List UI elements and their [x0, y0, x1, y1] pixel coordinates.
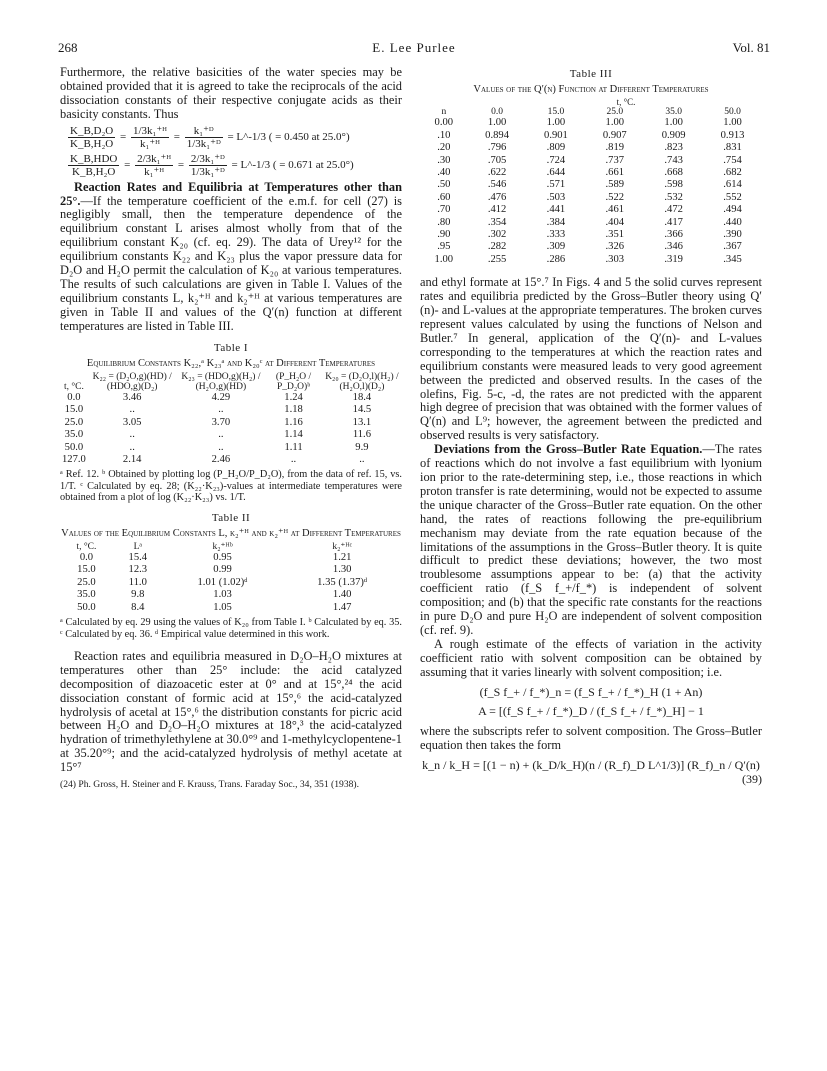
equation-a-definition: A = [(f_S f_+ / f_*)_D / (f_S f_+ / f_*)_H] − 1 — [478, 704, 704, 719]
paragraph: where the subscripts refer to solvent composition. The Gross–Butler equation then takes the form — [420, 724, 762, 753]
volume-number: Vol. 81 — [732, 40, 770, 55]
paragraph: Furthermore, the relative basicities of the water species may be obtained provided that it is agreed to take the reciprocals of the acid dissociation constants of their respective conjugate acids as their basicity constants. Thus — [60, 65, 402, 121]
table-row: .70 .412 .441 .461 .472 .494 — [437, 204, 742, 216]
paragraph: A rough estimate of the effects of variation in the activity coefficient ratio with solvent composition can be obtained by assuming that it varies linearly with solvent composition; i.e. — [420, 636, 762, 679]
table-label: Table I — [213, 341, 249, 354]
table-row: 0.0 15.4 0.95 1.21 — [79, 552, 352, 564]
section-heading: Reaction Rates and Equilibria at Temperatures other than 25°. — [60, 179, 402, 208]
table-row: 0.00 1.00 1.00 1.00 1.00 1.00 — [434, 117, 742, 129]
table-row: 1.00 .255 .286 .303 .319 .345 — [434, 253, 742, 265]
reference-footnote: (24) Ph. Gross, H. Steiner and F. Krauss, Trans. Faraday Soc., 34, 351 (1938). — [60, 779, 360, 791]
paragraph: Reaction Rates and Equilibria at Temperatures other than 25°.—If the temperature coefficient of the e.m.f. for cell (27) is negligibly small, then the temperature dependence of the equilibrium constant L arises almost wholly from that of the equilibrium constant K₂₀ (cf. eq. 29). The data of Urey¹² for the equilibrium constants K₂₂ and K₂₃ plus the vapor pressure data for D₂O and H₂O permit the calculation of K₂₀ at various temperatures. The results of such calculations are given in Table I. Values of the equilibrium constants L, k₂⁺ᴴ and k₂⁺ᴴ at various temperatures are given in Table II and values of the Q′(n) function at different temperatures are listed in Table III. — [60, 179, 402, 333]
equation-d2o-basicity: $\frac{\text{K\_B,D₂O}}{\text{K\_B,H₂O}}$ = $\frac{\text{1/3k₁⁺ᴴ}}{\text{k₁⁺ᴴ}}$ = $\frac{\text{k₁⁺ᴰ}}{\text{1/3k₁⁺ᴰ}}$ = L^-1/3 ( = 0.450 at 25.0°) — [70, 124, 350, 150]
equation-activity-ratio: (f_S f_+ / f_*)_n = (f_S f_+ / f_*)_H (1 + An) — [479, 684, 703, 699]
table-row: .10 0.894 0.901 0.907 0.909 0.913 — [437, 129, 745, 141]
table-row: .20 .796 .809 .819 .823 .831 — [437, 142, 742, 154]
table-footnote: ᵃ Calculated by eq. 29 using the values of K₂₀ from Table I. ᵇ Calculated by eq. 35. ᶜ Calculated by eq. 36. ᵈ Empirical value determined in this work. — [60, 617, 402, 640]
table-1: t, °C. K₂₂ = (D₂O,g)(HD) / (HDO,g)(D₂) K₂₃ = (HDO,g)(H₂) / (H₂O,g)(HD) (P_H₂O / P_D₂O)ᵇ K₂₀ = (D₂O,l)(H₂) / (H₂O,l)(D₂) 0.0 3.46 4.29 1.24 18.4 15.0 .. .. 1.18 14.5 25.0 3.05 3.70 1.16 13.1 35.0 .. .. 1.14 11.6 50.0 .. .. 1.11 9.9 127.0 2.14 2.46 .. .. — [60, 372, 402, 466]
table-row: 25.0 3.05 3.70 1.16 13.1 — [64, 416, 372, 428]
table-row: .95 .282 .309 .326 .346 .367 — [437, 241, 742, 253]
table-title: Values of the Q′(n) Function at Different Temperatures — [473, 83, 709, 95]
page-header — [58, 40, 770, 56]
table-row: 35.0 .. .. 1.14 11.6 — [64, 429, 371, 441]
table-row: 50.0 .. .. 1.11 9.9 — [64, 441, 369, 453]
table-footnote: ᵃ Ref. 12. ᵇ Obtained by plotting log (P_H₂O/P_D₂O), from the data of ref. 15, vs. 1/T. ᶜ Calculated by eq. 28; (K₂₂·K₂₃)-values at intermediate temperatures were obtained from a plot of log (K₂₂·K₂₃) vs. 1/T. — [60, 469, 402, 504]
table-row: .60 .476 .503 .522 .532 .552 — [437, 191, 742, 203]
table-row: 25.0 11.0 1.01 (1.02)ᵈ 1.35 (1.37)ᵈ — [77, 576, 368, 588]
right-column — [420, 66, 762, 787]
table-row: 35.0 9.8 1.03 1.40 — [77, 589, 352, 601]
equation-39 — [420, 758, 762, 787]
table-row: 15.0 .. .. 1.18 14.5 — [64, 404, 372, 416]
table-row: 50.0 8.4 1.05 1.47 — [77, 601, 352, 613]
table-row: .40 .622 .644 .661 .668 .682 — [437, 167, 742, 179]
equation-number: (39) — [742, 772, 762, 787]
table-row: .30 .705 .724 .737 .743 .754 — [437, 154, 742, 166]
left-column — [60, 66, 402, 790]
table-2: t, °C. Lᵃ k₂⁺ᴴᵇ k₂⁺ᴴᶜ 0.0 15.4 0.95 1.21 15.0 12.3 0.99 1.30 25.0 11.0 1.01 (1.02)ᵈ 1.35 (1.37)ᵈ 35.0 9.8 1.03 1.40 50.0 8.4 1.05 1.47 — [60, 542, 402, 614]
table-row: .50 .546 .571 .589 .598 .614 — [437, 179, 742, 191]
table-row: .90 .302 .333 .351 .366 .390 — [437, 229, 742, 241]
section-heading: Deviations from the Gross–Butler Rate Equation. — [434, 442, 703, 457]
paragraph: Deviations from the Gross–Butler Rate Equation.—The rates of reactions which do not involve a fast equilibrium with lyonium ion prior to the rate-determining step, i.e., those reactions in which proton transfer is rate determining, would not be expected to assume the unique character of the Gross–Butler rate equation. On the other hand, the rates of reactions following the pre-equilibrium mechanism may deviate from the rate equation because of the limitations of the assumptions in the Gross–Butler theory. It is quite difficult to predict these deviations; however, the two most troublesome assumptions appear to be: (a) that the activity coefficient ratio (f_S f_+/f_*) is independent of solvent composition; and (b) that the specific rate constants for the reactions in pure D₂O and pure H₂O are independent of solvent composition (cf. ref. 9). — [420, 442, 762, 637]
table-column-group-label: t, °C. — [616, 97, 636, 108]
equation-body: k_n / k_H = [(1 − n) + (k_D/k_H)(n / (R_f)_D L^1/3)] (R_f)_n / Q′(n) — [422, 758, 760, 773]
running-author: E. Lee Purlee — [372, 40, 456, 55]
page-number: 268 — [58, 40, 78, 55]
table-row: 15.0 12.3 0.99 1.30 — [77, 564, 352, 576]
table-row: 127.0 2.14 2.46 .. .. — [62, 454, 365, 466]
table-label: Table II — [211, 511, 251, 524]
paragraph: Reaction rates and equilibria measured in D₂O–H₂O mixtures at temperatures other than 25° include: the acid catalyzed decomposition of diazoacetic ester at 0° and at 15°,²⁴ the acid dissociation constant of formic acid at 15°,⁶ the acid-catalyzed hydrolysis of acetal at 15°,⁶ the distribution constants for picric acid between H₂O and D₂O–H₂O mixtures at 18°,³ the acid-catalyzed hydration of trimethylethylene at 30.0°⁹ and 1-methylcyclopentene-1 at 35.20°⁹; and the acid-catalyzed hydrolysis of methyl acetate at 15°⁷ — [60, 648, 402, 775]
paragraph: and ethyl formate at 15°.⁷ In Figs. 4 and 5 the solid curves represent rates and equilibria predicted by the Gross–Butler theory using Q′(n)- and L-values at the appropriate temperatures. The broken curves represent values calculated by using the functions of Nelson and Butler.⁷ In general, application of the Q′(n)- and L-values corresponding to the temperatures at which the reaction rates and equilibrium constants were measured leads to very good agreement between the predicted and observed results. In the cases of the olefins, Fig. 5-c, -d, the rates are not predicted with the apparent high degree of precision that was obtained with the former values of Q′(n) and L⁹; however, the agreement between the predicted and observed results is very satisfactory. — [420, 275, 762, 443]
table-title: Values of the Equilibrium Constants L, k₂⁺ᴴ and k₂⁺ᴴ at Different Temperatures — [61, 527, 401, 539]
table-label: Table III — [569, 68, 613, 80]
table-row: .80 .354 .384 .404 .417 .440 — [437, 216, 742, 228]
equation-hdo-basicity: $\frac{\text{K\_B,HDO}}{\text{K\_B,H₂O}}$ = $\frac{\text{2/3k₁⁺ᴴ}}{\text{k₁⁺ᴴ}}$ = $\frac{\text{2/3k₁⁺ᴰ}}{\text{1/3k₁⁺ᴰ}}$ = L^-1/3 ( = 0.671 at 25.0°) — [70, 152, 354, 178]
table-row: 0.0 3.46 4.29 1.24 18.4 — [67, 392, 372, 403]
table-title: Equilibrium Constants K₂₂,ᵃ K₂₃ᵃ and K₂₀ᶜ at Different Temperatures — [86, 357, 376, 369]
table-3: n 0.0 15.0 25.0 35.0 50.0 0.00 1.00 1.00 1.00 1.00 1.00 .10 0.894 0.901 0.907 0.909 0.913 .20 .796 .809 .819 .823 .831 .30 .705 .724 .737 .743 .754 .40 .622 .644 .661 .668 .682 .50 .546 .571 .589 .598 .614 .60 .476 .503 .522 .532 .552 .70 .412 .441 .461 .472 .494 .80 .354 .384 .404 .417 .440 .90 .302 .333 .351 .366 .390 .95 .282 .309 .326 .346 .367 1.00 .255 .286 .303 .319 .345 — [420, 107, 762, 266]
